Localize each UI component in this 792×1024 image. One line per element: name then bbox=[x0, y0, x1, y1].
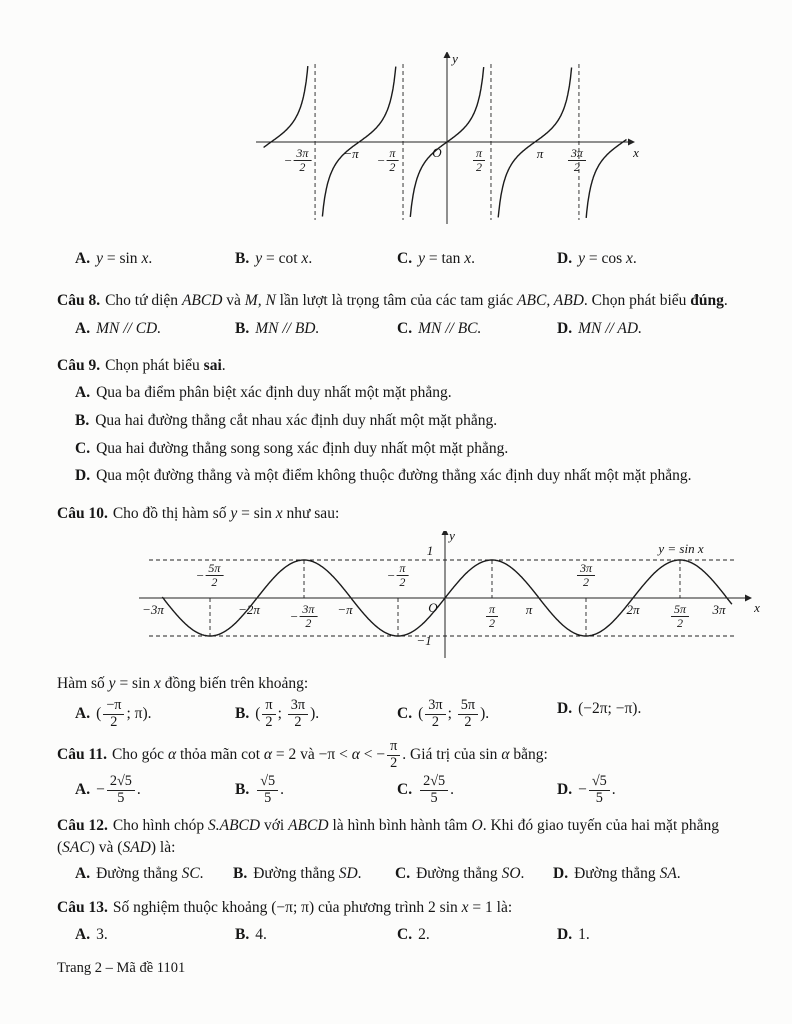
option-text: $\frac{√5}{5}$ . bbox=[255, 781, 284, 798]
option-a bbox=[75, 863, 233, 885]
option-b bbox=[235, 248, 397, 270]
graph-label: 1 bbox=[426, 542, 434, 558]
option-d bbox=[57, 465, 740, 487]
option-text: Qua hai đường thẳng song song xác định duy nhất một mặt phẳng. bbox=[96, 439, 509, 457]
option-text: 3. bbox=[96, 925, 108, 943]
option-label: C. bbox=[397, 925, 413, 943]
option-label: C. bbox=[395, 864, 411, 882]
question-11 bbox=[57, 739, 740, 807]
question-number: Câu 11. bbox=[57, 746, 107, 764]
axis-tick-label: − $\frac{3\pi}{2}$ bbox=[290, 603, 319, 631]
option-text: 1. bbox=[578, 925, 590, 943]
option-c bbox=[397, 774, 557, 807]
fraction: $\frac{\pi}{2}$ bbox=[387, 739, 400, 772]
question-number: Câu 8. bbox=[57, 292, 101, 310]
axis-tick-label bbox=[485, 603, 499, 631]
option-label: B. bbox=[235, 250, 250, 267]
option-text: 2. bbox=[418, 925, 430, 943]
axis-tick-label: −3π bbox=[142, 601, 164, 617]
option-label: D. bbox=[557, 250, 573, 267]
option-text: MN // BC. bbox=[418, 320, 482, 338]
axis-tick-label: − $\frac{3\pi}{2}$ bbox=[284, 147, 313, 175]
sin-function-graph bbox=[125, 527, 785, 663]
option-label: B. bbox=[235, 781, 250, 799]
option-a bbox=[75, 924, 235, 946]
question-body: Cho hình chóp S.ABCD với ABCD là hình bình hành tâm O. Khi đó giao tuyến của hai mặt phẳng (SAC) và (SAD) là: bbox=[57, 817, 720, 856]
fraction: $\frac{√5}{5}$ bbox=[589, 774, 610, 807]
question-13 bbox=[57, 897, 740, 946]
option-label: A. bbox=[75, 925, 91, 943]
question-body: Cho đồ thị hàm số y = sin x như sau: bbox=[112, 505, 340, 523]
option-label: D. bbox=[557, 320, 573, 338]
question-body: Cho tứ diện ABCD và M, N lần lượt là trọng tâm của các tam giác ABC, ABD. Chọn phát biểu đúng. bbox=[105, 292, 728, 310]
graph-label: x bbox=[633, 145, 639, 160]
option-b bbox=[235, 698, 397, 731]
option-a bbox=[57, 382, 740, 404]
question-body: Cho góc α thỏa mãn cot α = 2 và −π < α < − $\frac{\pi}{2}$ . Giá trị của sin α bằng: bbox=[111, 738, 548, 772]
option-text: − $\frac{√5}{5}$ . bbox=[578, 773, 616, 807]
question-8-options bbox=[57, 318, 740, 340]
option-label: B. bbox=[235, 925, 250, 943]
option-c bbox=[57, 438, 740, 460]
question-11-options bbox=[57, 774, 740, 807]
option-text: MN // CD. bbox=[96, 320, 162, 338]
option-text: y = tan x. bbox=[418, 250, 476, 267]
question-7 bbox=[57, 52, 740, 270]
option-label: A. bbox=[75, 705, 91, 723]
option-label: D. bbox=[557, 700, 573, 718]
option-text: ( $\frac{3\pi}{2}$ ; $\frac{5\pi}{2}$ ). bbox=[418, 697, 490, 731]
axis-tick-label: −π bbox=[337, 601, 353, 617]
fraction: $\frac{3\pi}{2}$ bbox=[577, 562, 595, 590]
question-9-text bbox=[57, 355, 740, 377]
axis-tick-label: π bbox=[536, 146, 544, 161]
option-text: y = sin x. bbox=[96, 250, 153, 267]
option-label: B. bbox=[235, 320, 250, 338]
option-text: Đường thẳng SA. bbox=[574, 864, 681, 882]
question-12 bbox=[57, 815, 740, 885]
fraction: $\frac{3\pi}{2}$ bbox=[425, 698, 445, 731]
question-number: Câu 10. bbox=[57, 505, 108, 523]
question-10 bbox=[57, 503, 760, 731]
fraction: $\frac{\pi}{2}$ bbox=[396, 562, 408, 590]
option-label: A. bbox=[75, 250, 91, 267]
option-text: MN // BD. bbox=[255, 320, 320, 338]
fraction: $\frac{2√5}{5}$ bbox=[107, 774, 135, 807]
question-10-text bbox=[57, 503, 740, 525]
option-a bbox=[75, 698, 235, 731]
option-label: C. bbox=[75, 439, 91, 457]
option-d bbox=[553, 863, 740, 885]
fraction: $\frac{5\pi}{2}$ bbox=[458, 698, 478, 731]
tan-graph-canvas bbox=[242, 52, 642, 230]
option-label: A. bbox=[75, 320, 91, 338]
option-a bbox=[75, 248, 235, 270]
fraction: $\frac{5\pi}{2}$ bbox=[205, 562, 223, 590]
option-d bbox=[557, 924, 740, 946]
option-label: C. bbox=[397, 705, 413, 723]
question-10-options bbox=[57, 698, 740, 731]
question-body: Hàm số y = sin x đồng biến trên khoảng: bbox=[57, 674, 309, 692]
option-d bbox=[557, 774, 740, 807]
option-label: B. bbox=[235, 705, 250, 723]
fraction: $\frac{5\pi}{2}$ bbox=[671, 603, 689, 631]
axis-tick-label: 3π bbox=[712, 601, 726, 617]
fraction: $\frac{3\pi}{2}$ bbox=[293, 147, 311, 175]
option-text: − $\frac{2√5}{5}$ . bbox=[96, 773, 141, 807]
option-d bbox=[557, 318, 740, 340]
question-10-subtext bbox=[57, 673, 740, 695]
option-text: MN // AD. bbox=[578, 320, 642, 338]
option-text: Qua hai đường thẳng cắt nhau xác định duy nhất một mặt phẳng. bbox=[95, 412, 498, 429]
option-c bbox=[395, 863, 553, 885]
option-label: C. bbox=[397, 320, 413, 338]
option-text: Qua một đường thẳng và một điểm không thuộc đường thẳng xác định duy nhất một mặt phẳng. bbox=[96, 467, 692, 485]
option-c bbox=[397, 248, 557, 270]
fraction: $\frac{3\pi}{2}$ bbox=[299, 603, 317, 631]
option-text: Qua ba điểm phân biệt xác định duy nhất một mặt phẳng. bbox=[96, 384, 452, 402]
graph-label: y bbox=[449, 527, 455, 543]
option-label: D. bbox=[557, 925, 573, 943]
question-number: Câu 13. bbox=[57, 899, 108, 917]
option-text: ( $\frac{-\pi}{2}$ ; π). bbox=[96, 697, 152, 731]
graph-label: O bbox=[428, 599, 438, 615]
option-label: C. bbox=[397, 250, 413, 267]
option-text: (−2π; −π). bbox=[578, 700, 642, 718]
option-text: ( $\frac{\pi}{2}$ ; $\frac{3\pi}{2}$ ). bbox=[255, 697, 320, 731]
question-11-text bbox=[57, 739, 740, 772]
option-text: 4. bbox=[255, 925, 267, 943]
axis-tick-label bbox=[472, 147, 486, 175]
option-label: A. bbox=[75, 781, 91, 799]
axis-tick-label: π bbox=[525, 601, 533, 617]
fraction: $\frac{\pi}{2}$ bbox=[262, 698, 275, 731]
option-b bbox=[235, 774, 397, 807]
graph-label: x bbox=[754, 599, 760, 615]
option-b bbox=[235, 318, 397, 340]
question-body: Chọn phát biểu sai. bbox=[105, 356, 226, 374]
option-d bbox=[557, 698, 740, 731]
axis-tick-label: 2π bbox=[626, 601, 640, 617]
option-label: A. bbox=[75, 864, 91, 882]
fraction: $\frac{3\pi}{2}$ bbox=[288, 698, 308, 731]
option-d bbox=[557, 248, 740, 270]
option-text: Đường thẳng SD. bbox=[253, 864, 362, 882]
option-label: D. bbox=[553, 864, 569, 882]
option-a bbox=[75, 774, 235, 807]
option-c bbox=[397, 924, 557, 946]
option-c bbox=[397, 318, 557, 340]
tan-function-graph bbox=[242, 52, 642, 230]
option-label: B. bbox=[75, 412, 90, 429]
graph-label: −1 bbox=[416, 632, 432, 648]
fraction: $\frac{√5}{5}$ bbox=[257, 774, 278, 807]
graph-label: O bbox=[432, 145, 442, 160]
option-label: C. bbox=[397, 781, 413, 799]
graph-label: y = sin x bbox=[658, 540, 704, 556]
question-body: Số nghiệm thuộc khoảng (−π; π) của phương trình 2 sin x = 1 là: bbox=[112, 899, 513, 917]
axis-tick-label bbox=[567, 147, 587, 175]
axis-tick-label: − $\frac{\pi}{2}$ bbox=[387, 562, 410, 590]
question-number: Câu 12. bbox=[57, 817, 108, 835]
axis-tick-label: − $\frac{\pi}{2}$ bbox=[377, 147, 400, 175]
axis-tick-label: − $\frac{5\pi}{2}$ bbox=[196, 562, 225, 590]
option-label: D. bbox=[557, 781, 573, 799]
option-c bbox=[397, 698, 557, 731]
fraction: $\frac{-\pi}{2}$ bbox=[103, 698, 124, 731]
option-b bbox=[57, 410, 740, 432]
fraction: $\frac{\pi}{2}$ bbox=[386, 147, 398, 175]
option-text: Đường thẳng SO. bbox=[416, 864, 525, 882]
axis-tick-label: −π bbox=[343, 146, 359, 161]
option-text: $\frac{2√5}{5}$ . bbox=[418, 781, 454, 798]
question-13-text bbox=[57, 897, 740, 919]
question-number: Câu 9. bbox=[57, 356, 101, 374]
question-8 bbox=[57, 290, 740, 340]
axis-tick-label bbox=[670, 603, 690, 631]
option-label: D. bbox=[75, 467, 91, 485]
option-label: B. bbox=[233, 864, 248, 882]
option-text: y = cos x. bbox=[578, 250, 637, 267]
axis-tick-label: −2π bbox=[238, 601, 260, 617]
option-b bbox=[233, 863, 395, 885]
fraction: $\frac{2√5}{5}$ bbox=[420, 774, 448, 807]
graph-label: y bbox=[452, 51, 458, 66]
question-8-text bbox=[57, 290, 740, 312]
question-12-options bbox=[57, 863, 740, 885]
option-a bbox=[75, 318, 235, 340]
option-text: y = cot x. bbox=[255, 250, 313, 267]
axis-tick-label bbox=[576, 562, 596, 590]
question-12-text bbox=[57, 815, 740, 858]
fraction: $\frac{\pi}{2}$ bbox=[473, 147, 485, 175]
question-9 bbox=[57, 355, 740, 487]
option-text: Đường thẳng SC. bbox=[96, 864, 204, 882]
page-footer: Trang 2 – Mã đề 1101 bbox=[57, 960, 186, 977]
question-13-options bbox=[57, 924, 740, 946]
question-7-options bbox=[57, 248, 740, 270]
option-label: A. bbox=[75, 384, 91, 402]
fraction: $\frac{\pi}{2}$ bbox=[486, 603, 498, 631]
fraction: $\frac{3\pi}{2}$ bbox=[568, 147, 586, 175]
option-b bbox=[235, 924, 397, 946]
